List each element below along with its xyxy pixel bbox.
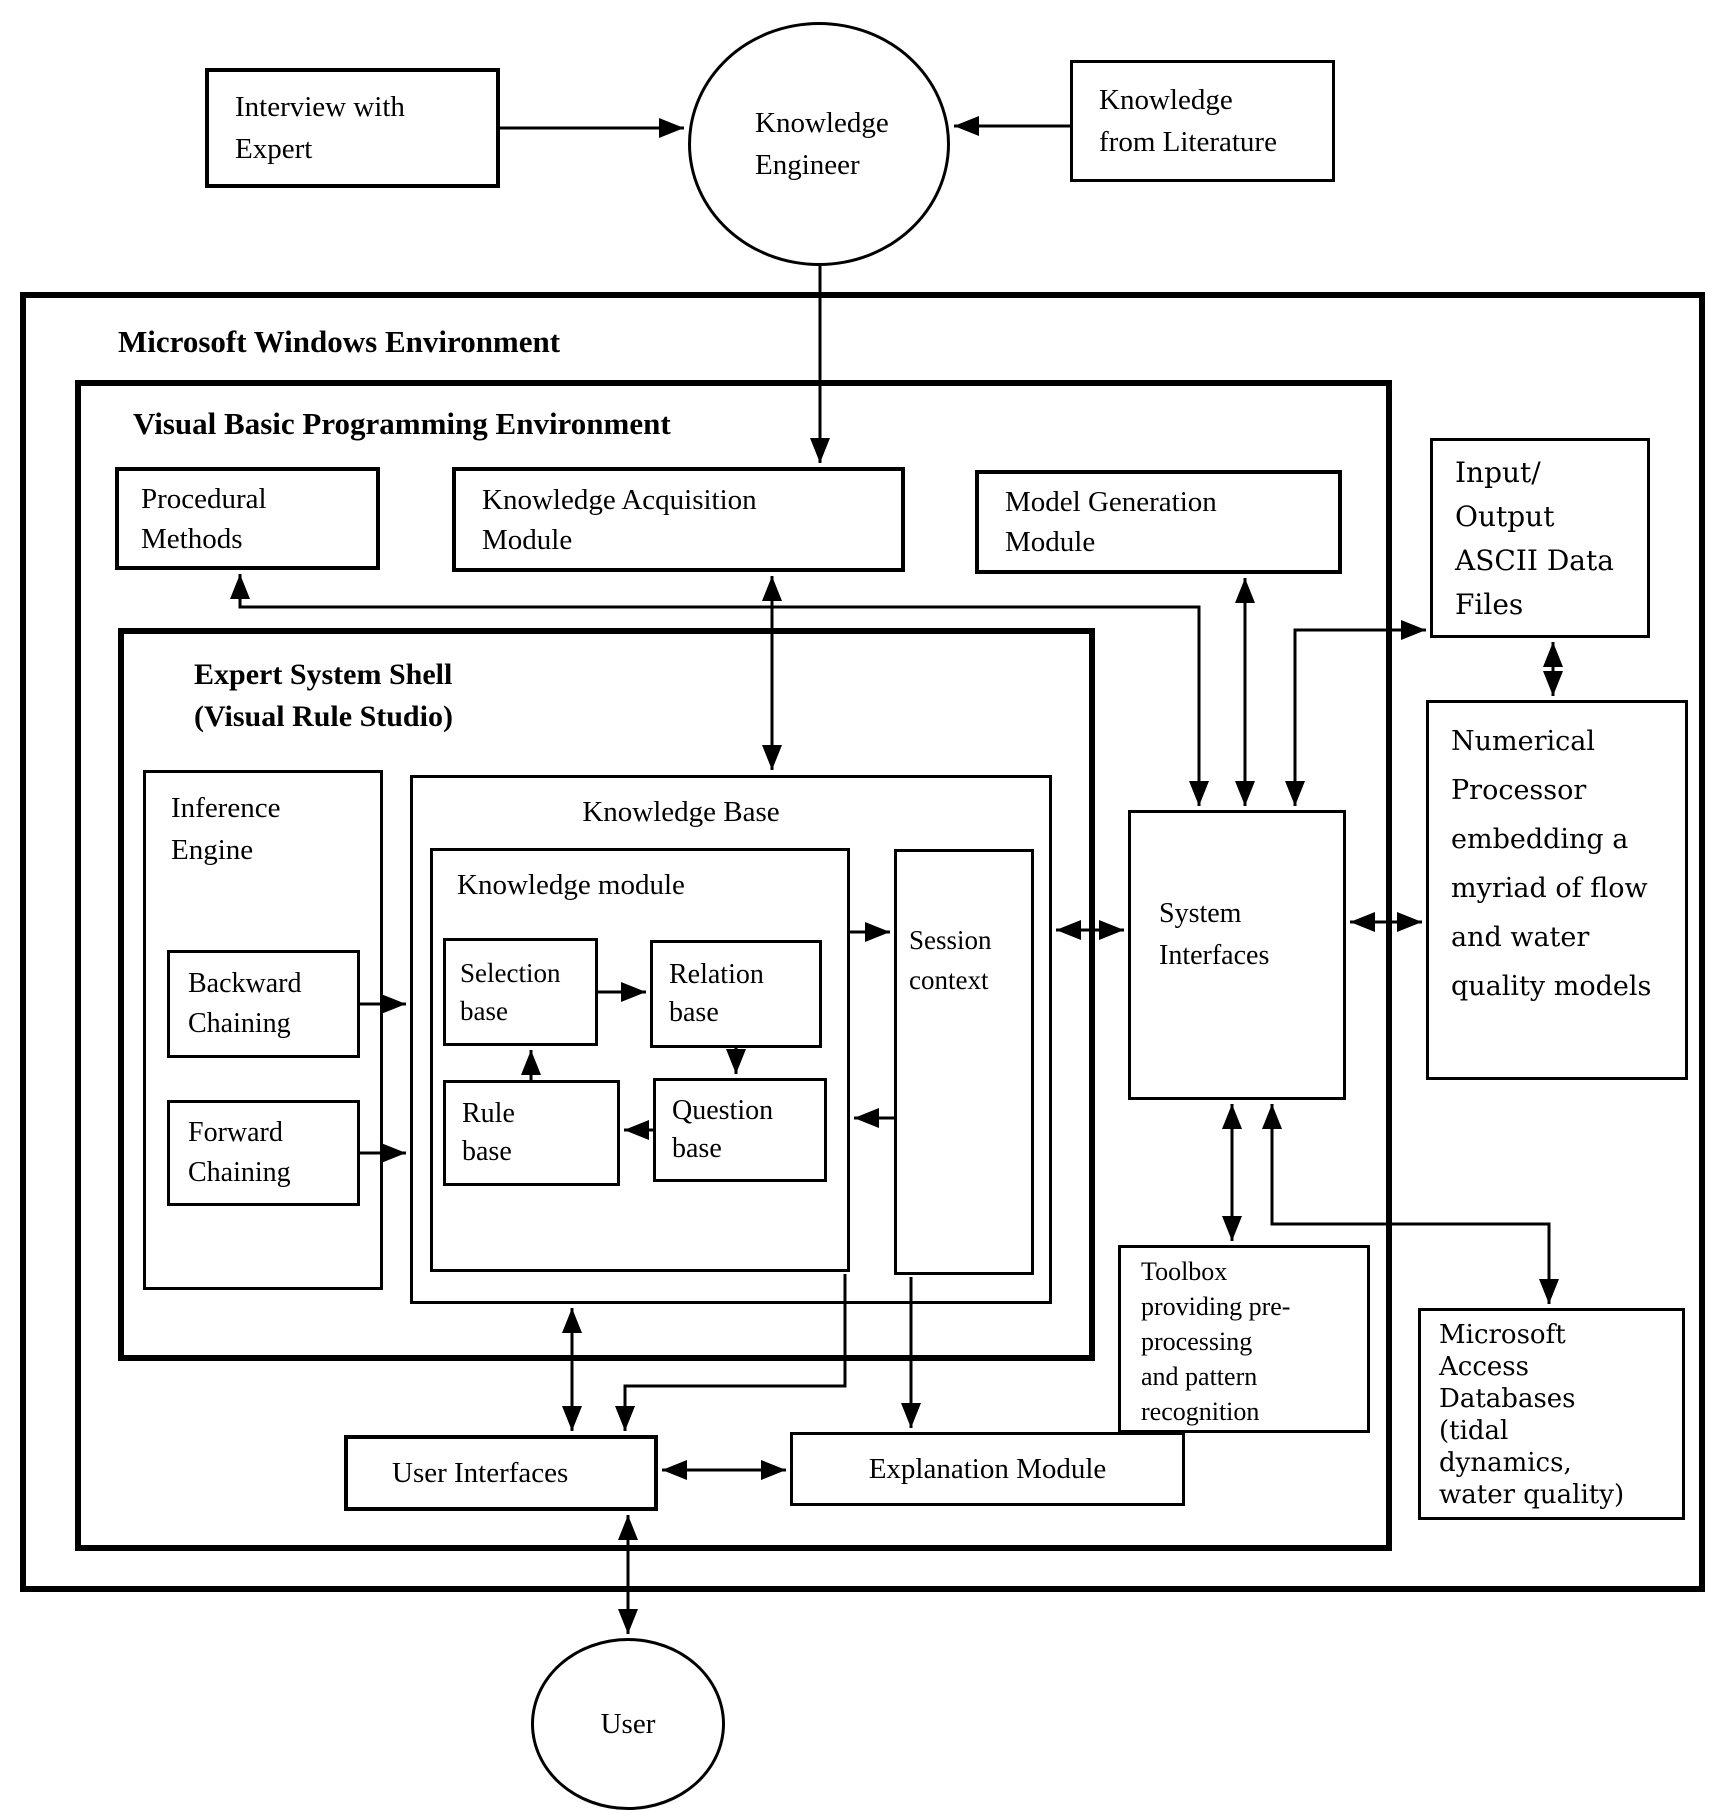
selection-base-box: [443, 938, 598, 1046]
label-line: Rule: [462, 1098, 515, 1129]
label-line: Selection: [460, 958, 561, 988]
label-line: Processor: [1451, 775, 1587, 806]
label-line: Module: [482, 523, 573, 556]
label-line: (tidal: [1439, 1416, 1509, 1446]
label-line: recognition: [1141, 1397, 1260, 1426]
label-line: Files: [1455, 588, 1524, 621]
label-line: embedding a: [1451, 824, 1629, 855]
knowledge-engineer-circle-label: [691, 102, 1011, 186]
label-line: Microsoft Windows Environment: [118, 324, 561, 359]
io-ascii-files-box-label: [1433, 451, 1669, 627]
label-line: Input/: [1455, 456, 1541, 489]
label-line: Interview with: [235, 91, 405, 123]
session-context-box-label: [897, 920, 1043, 1000]
label-line: quality models: [1451, 971, 1652, 1002]
microsoft-access-databases-box: [1418, 1308, 1685, 1520]
label-line: ASCII Data: [1455, 544, 1614, 577]
forward-chaining-box-label: [170, 1113, 375, 1193]
label-line: Engineer: [755, 149, 860, 181]
label-line: Session: [909, 925, 992, 955]
label-line: myriad of flow: [1451, 873, 1648, 904]
interview-expert-box-label: [209, 86, 522, 170]
rule-base-box-label: [446, 1095, 633, 1171]
label-line: Interfaces: [1159, 940, 1270, 971]
label-line: Forward: [188, 1117, 283, 1148]
knowledge-acquisition-module-box: [452, 467, 905, 572]
label-line: Databases: [1439, 1384, 1576, 1414]
label-line: Knowledge: [1099, 84, 1233, 116]
rule-base-box: [443, 1080, 620, 1186]
toolbox-box-label: [1121, 1254, 1387, 1429]
user-circle-label: [534, 1704, 722, 1744]
knowledge-base-container-label: [363, 792, 999, 832]
backward-chaining-box: [167, 950, 360, 1058]
model-generation-module-box-label: [979, 482, 1364, 562]
label-line: Expert System Shell: [194, 658, 453, 691]
visual-basic-environment-container-label: [81, 404, 1438, 444]
procedural-methods-box-label: [119, 479, 398, 559]
label-line: water quality): [1439, 1480, 1625, 1510]
label-line: Methods: [141, 522, 243, 555]
label-line: Model Generation: [1005, 486, 1217, 518]
label-line: Microsoft: [1439, 1320, 1566, 1350]
selection-base-box-label: [446, 954, 609, 1030]
microsoft-access-databases-box-label: [1421, 1319, 1700, 1511]
label-line: Chaining: [188, 1157, 291, 1188]
label-line: and water: [1451, 922, 1590, 953]
label-line: Knowledge Base: [582, 796, 780, 828]
label-line: Knowledge module: [457, 869, 685, 901]
label-line: providing pre-: [1141, 1292, 1291, 1321]
label-line: Procedural: [141, 482, 267, 515]
numerical-processor-box-label: [1429, 717, 1707, 1011]
label-line: context: [909, 965, 989, 995]
label-line: Backward: [188, 968, 302, 999]
label-line: Expert: [235, 133, 313, 165]
label-line: (Visual Rule Studio): [194, 700, 453, 733]
label-line: Visual Basic Programming Environment: [133, 406, 671, 441]
label-line: Numerical: [1451, 726, 1595, 757]
numerical-processor-box: [1426, 700, 1688, 1080]
knowledge-acquisition-module-box-label: [456, 480, 927, 560]
forward-chaining-box: [167, 1100, 360, 1206]
label-line: Question: [672, 1095, 774, 1126]
system-interfaces-box-label: [1131, 893, 1371, 977]
label-line: Explanation Module: [868, 1453, 1107, 1485]
session-context-box: [894, 849, 1034, 1275]
label-line: Access: [1439, 1352, 1529, 1382]
label-line: Knowledge: [755, 107, 889, 139]
explanation-module-box-label: [793, 1449, 1182, 1489]
arrowhead: [659, 118, 684, 138]
knowledge-engineer-circle: [688, 22, 950, 266]
label-line: Knowledge Acquisition: [482, 483, 757, 516]
microsoft-windows-environment-container-label: [26, 322, 1722, 362]
label-line: Chaining: [188, 1008, 291, 1039]
toolbox-box: [1118, 1245, 1370, 1433]
label-line: User Interfaces: [392, 1457, 569, 1489]
relation-base-box-label: [653, 956, 835, 1032]
model-generation-module-box: [975, 470, 1342, 574]
system-interfaces-box: [1128, 810, 1346, 1100]
label-line: User: [600, 1708, 656, 1740]
question-base-box: [653, 1078, 827, 1182]
knowledge-module-container-label: [433, 865, 871, 905]
label-line: base: [672, 1133, 722, 1164]
label-line: from Literature: [1099, 126, 1277, 158]
knowledge-module-container: [430, 848, 850, 1272]
label-line: Relation: [669, 959, 764, 990]
io-ascii-files-box: [1430, 438, 1650, 638]
interview-expert-box: [205, 68, 500, 188]
label-line: Engine: [171, 834, 254, 866]
label-line: processing: [1141, 1327, 1253, 1356]
question-base-box-label: [656, 1092, 840, 1168]
label-line: base: [460, 996, 508, 1026]
label-line: and pattern: [1141, 1362, 1258, 1391]
label-line: base: [462, 1136, 512, 1167]
label-line: Inference: [171, 792, 281, 824]
label-line: System: [1159, 898, 1242, 929]
relation-base-box: [650, 940, 822, 1048]
label-line: Output: [1455, 500, 1555, 533]
explanation-module-box: [790, 1432, 1185, 1506]
label-line: Toolbox: [1141, 1257, 1228, 1286]
user-circle: [531, 1638, 725, 1810]
user-interfaces-box-label: [348, 1453, 698, 1493]
knowledge-from-literature-box: [1070, 60, 1335, 182]
procedural-methods-box: [115, 467, 380, 570]
user-interfaces-box: [344, 1435, 658, 1511]
backward-chaining-box-label: [170, 964, 375, 1044]
knowledge-from-literature-box-label: [1073, 79, 1358, 163]
label-line: Module: [1005, 526, 1096, 558]
arrowhead: [618, 1609, 638, 1634]
label-line: base: [669, 997, 719, 1028]
label-line: dynamics,: [1439, 1448, 1572, 1478]
expert-system-shell-container-label: [124, 654, 1159, 738]
